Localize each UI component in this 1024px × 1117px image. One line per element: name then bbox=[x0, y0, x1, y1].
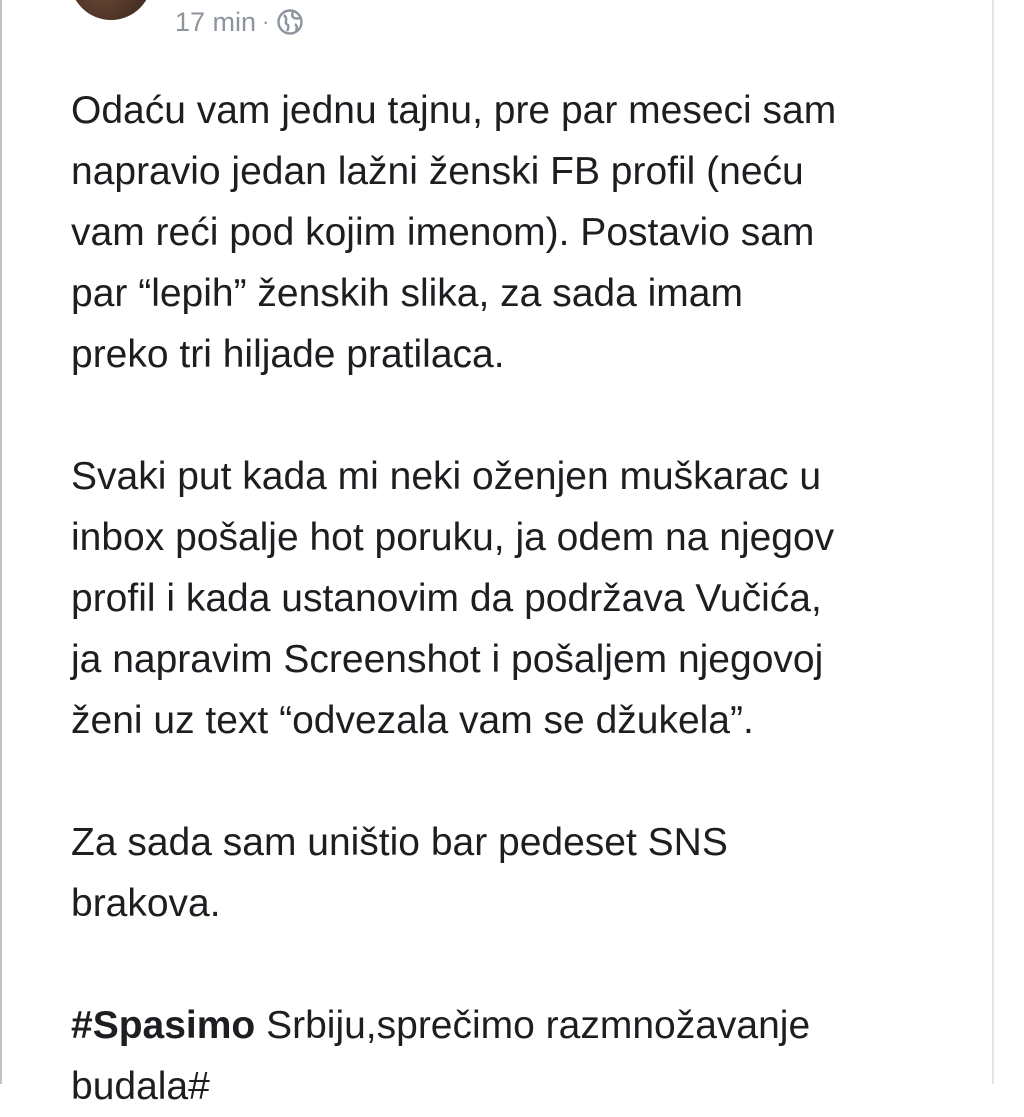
post-paragraph-2 bbox=[71, 446, 971, 751]
hashtag-link[interactable]: #Spasimo bbox=[71, 1004, 256, 1047]
post-card-border-right bbox=[992, 0, 994, 1084]
hashtag-line bbox=[71, 995, 971, 1056]
post-paragraph-1 bbox=[71, 80, 971, 385]
meta-separator: · bbox=[262, 9, 270, 34]
post-timestamp[interactable]: 17 min bbox=[175, 6, 257, 37]
post-line: Za sada sam uništio bar pedeset SNS bbox=[71, 821, 728, 864]
post-line: napravio jedan lažni ženski FB profil (neću bbox=[71, 150, 804, 193]
post-line: ja napravim Screenshot i pošaljem njegovoj bbox=[71, 638, 824, 681]
post-line: profil i kada ustanovim da podržava Vučića, bbox=[71, 577, 822, 620]
post-text bbox=[71, 80, 971, 1117]
post-line: Svaki put kada mi neki oženjen muškarac u bbox=[71, 455, 822, 498]
globe-icon[interactable] bbox=[277, 9, 303, 35]
hashtag-line-2: budala# bbox=[71, 1065, 210, 1108]
post-line: vam reći pod kojim imenom). Postavio sam bbox=[71, 211, 815, 254]
post-meta bbox=[175, 2, 303, 42]
post-line: par “lepih” ženskih slika, za sada imam bbox=[71, 272, 743, 315]
post-paragraph-3 bbox=[71, 812, 971, 934]
post-line: ženi uz text “odvezala vam se džukela”. bbox=[71, 699, 754, 742]
post-line: brakova. bbox=[71, 882, 221, 925]
post-line: preko tri hiljade pratilaca. bbox=[71, 333, 505, 376]
avatar[interactable] bbox=[70, 0, 152, 20]
post-hashtag-paragraph bbox=[71, 995, 971, 1117]
hashtag-text: Srbiju,sprečimo razmnožavanje bbox=[255, 1004, 811, 1047]
post-line: Odaću vam jednu tajnu, pre par meseci sam bbox=[71, 89, 837, 132]
post-card-border-left bbox=[0, 0, 2, 1084]
post-line: inbox pošalje hot poruku, ja odem na njegov bbox=[71, 516, 835, 559]
